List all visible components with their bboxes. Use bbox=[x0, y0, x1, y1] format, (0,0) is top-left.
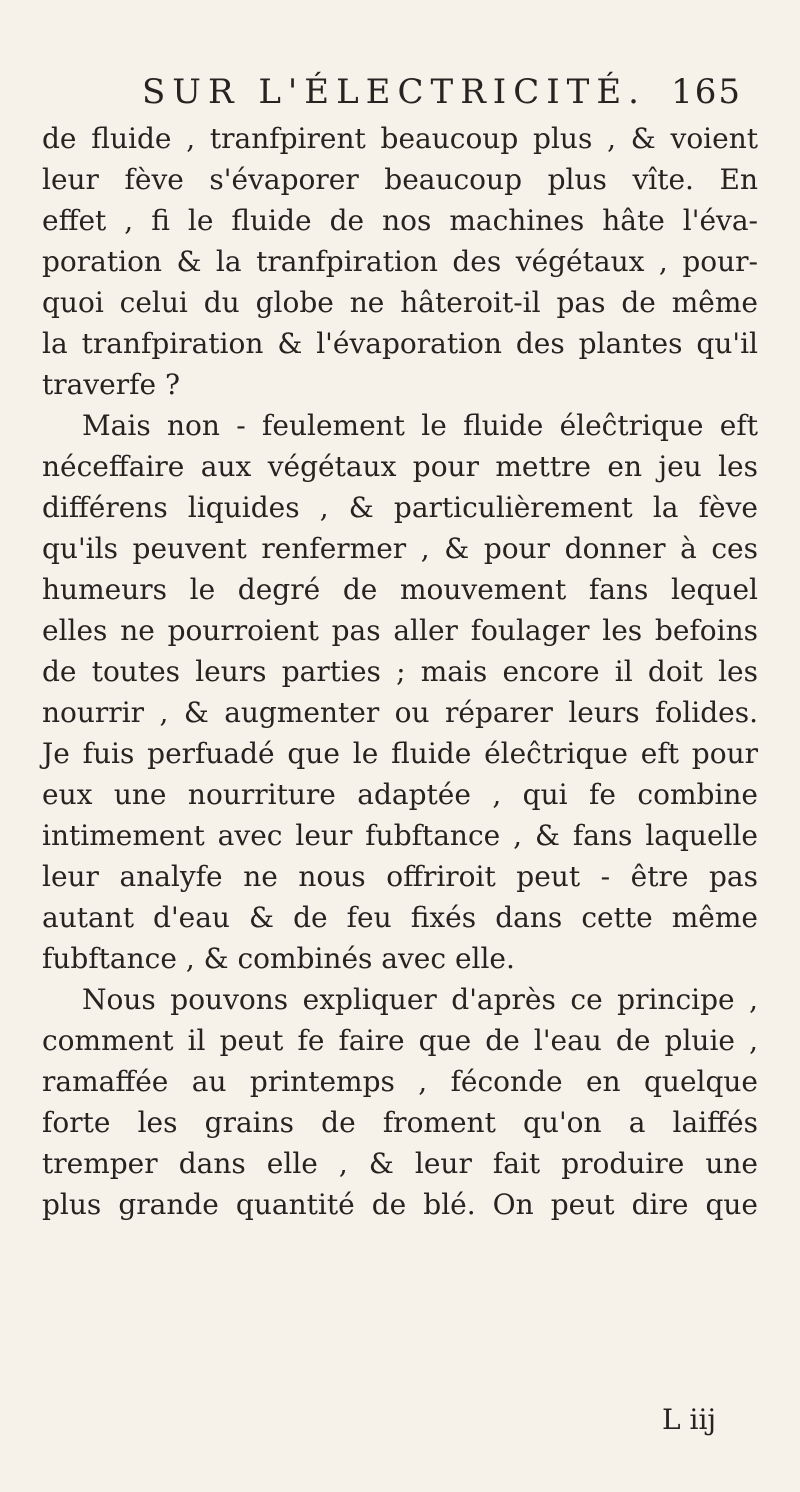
text-line: différens liquides , & particulièrement la fève bbox=[42, 491, 758, 524]
text-line: de fluide , tranfpirent beaucoup plus , & voient bbox=[42, 122, 758, 155]
text-line: plus grande quantité de blé. On peut dire que bbox=[42, 1188, 758, 1221]
text-line: traverfe ? bbox=[42, 368, 180, 401]
text-line: intimement avec leur fubftance , & fans laquelle bbox=[42, 819, 758, 852]
text-line: nourrir , & augmenter ou réparer leurs folides. bbox=[42, 696, 758, 729]
text-line: quoi celui du globe ne hâteroit-il pas de même bbox=[42, 286, 758, 319]
text-line: Mais non - feulement le fluide éleĉtrique eft bbox=[82, 409, 758, 442]
text-line: elles ne pourroient pas aller foulager les befoins bbox=[42, 614, 758, 647]
running-head bbox=[142, 66, 742, 118]
text-line: qu'ils peuvent renfermer , & pour donner à ces bbox=[42, 532, 758, 565]
text-line: ramaffée au printemps , féconde en quelque bbox=[42, 1065, 758, 1098]
running-title: SUR L'ÉLECTRICITÉ. bbox=[142, 72, 646, 112]
text-line: Nous pouvons expliquer d'après ce principe , bbox=[82, 983, 758, 1016]
text-line: tremper dans elle , & leur fait produire une bbox=[42, 1147, 758, 1180]
text-line: néceffaire aux végétaux pour mettre en jeu les bbox=[42, 450, 758, 483]
text-line: poration & la tranfpiration des végétaux , pour- bbox=[42, 245, 758, 278]
text-line: Je fuis perfuadé que le fluide éleĉtrique eft pour bbox=[42, 737, 758, 770]
body-text bbox=[42, 118, 758, 1225]
text-line: eux une nourriture adaptée , qui fe combine bbox=[42, 778, 758, 811]
text-line: effet , fi le fluide de nos machines hâte l'éva- bbox=[42, 204, 758, 237]
signature-mark: L iij bbox=[662, 1403, 717, 1436]
text-line: comment il peut fe faire que de l'eau de pluie , bbox=[42, 1024, 758, 1057]
text-line: forte les grains de froment qu'on a laiffés bbox=[42, 1106, 758, 1139]
text-line: de toutes leurs parties ; mais encore il doit les bbox=[42, 655, 758, 688]
text-line: fubftance , & combinés avec elle. bbox=[42, 942, 515, 975]
text-line: la tranfpiration & l'évaporation des plantes qu'il bbox=[42, 327, 758, 360]
text-line: humeurs le degré de mouvement fans lequel bbox=[42, 573, 758, 606]
text-line: leur analyfe ne nous offriroit peut - être pas bbox=[42, 860, 758, 893]
text-line: autant d'eau & de feu fixés dans cette même bbox=[42, 901, 758, 934]
text-line: leur fève s'évaporer beaucoup plus vîte. En bbox=[42, 163, 758, 196]
page-number: 165 bbox=[671, 72, 742, 112]
